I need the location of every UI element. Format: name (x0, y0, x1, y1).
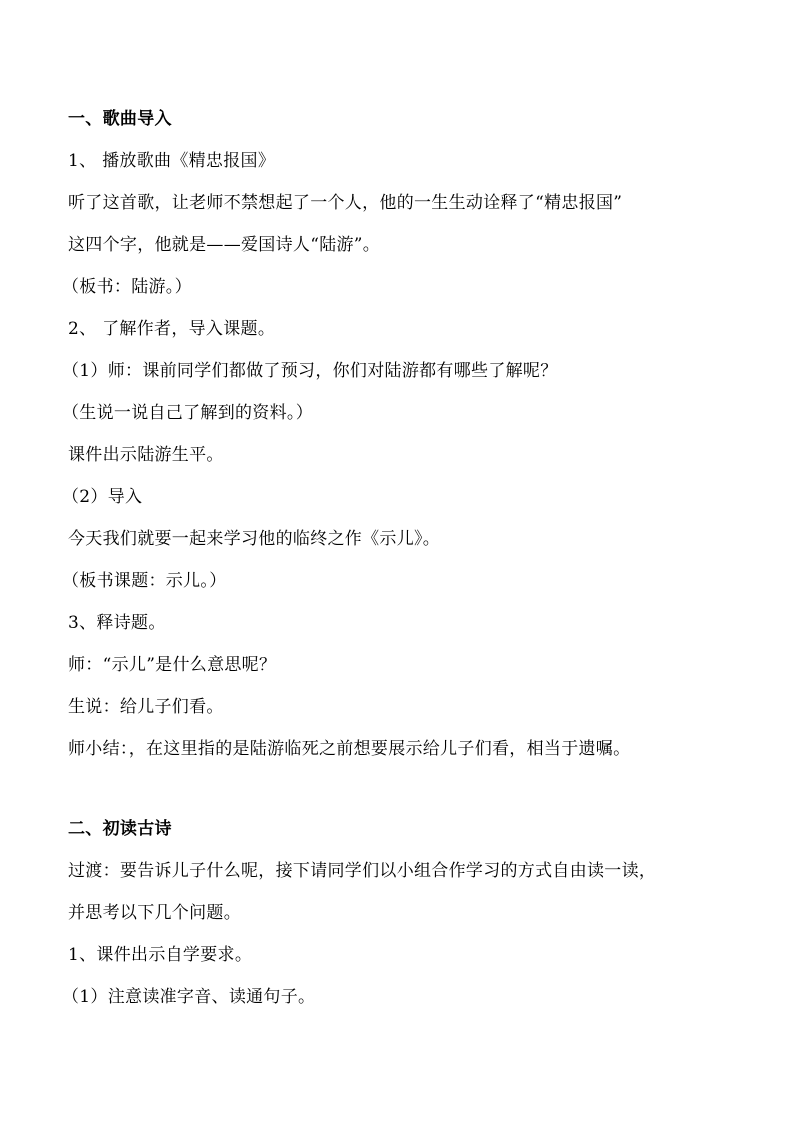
paragraph-line: （2）导入 (62, 487, 143, 507)
paragraph-line: 1、课件出示自学要求。 (68, 945, 253, 965)
paragraph-line: 2、 了解作者，导入课题。 (68, 319, 276, 339)
paragraph-line: （1）注意读准字音、读通句子。 (62, 987, 316, 1007)
section-heading-song-intro: 一、歌曲导入 (68, 109, 172, 129)
paragraph-line: 生说：给儿子们看。 (68, 697, 224, 717)
paragraph-line: 并思考以下几个问题。 (68, 903, 241, 923)
paragraph-line: 听了这首歌，让老师不禁想起了一个人，他的一生生动诠释了“精忠报国” (68, 193, 623, 213)
paragraph-line: 这四个字，他就是——爱国诗人“陆游”。 (68, 235, 381, 255)
paragraph-line: 过渡：要告诉儿子什么呢，接下请同学们以小组合作学习的方式自由读一读， (68, 861, 657, 881)
paragraph-line: 3、释诗题。 (68, 613, 166, 633)
paragraph-line: （生说一说自己了解到的资料。） (62, 403, 313, 423)
paragraph-line: 师：“示儿”是什么意思呢？ (68, 655, 277, 675)
paragraph-line: 1、 播放歌曲《精忠报国》 (68, 151, 276, 171)
paragraph-line: 今天我们就要一起来学习他的临终之作《示儿》。 (68, 529, 441, 549)
paragraph-line: （板书课题：示儿。） (62, 571, 227, 591)
paragraph-line: 课件出示陆游生平。 (68, 445, 224, 465)
paragraph-line: （1）师：课前同学们都做了预习，你们对陆游都有哪些了解呢？ (62, 361, 558, 381)
section-heading-first-reading: 二、初读古诗 (68, 819, 172, 839)
document-page (62, 0, 748, 1123)
paragraph-line: （板书：陆游。） (62, 277, 192, 297)
paragraph-line: 师小结：，在这里指的是陆游临死之前想要展示给儿子们看，相当于遗嘱。 (68, 739, 631, 759)
